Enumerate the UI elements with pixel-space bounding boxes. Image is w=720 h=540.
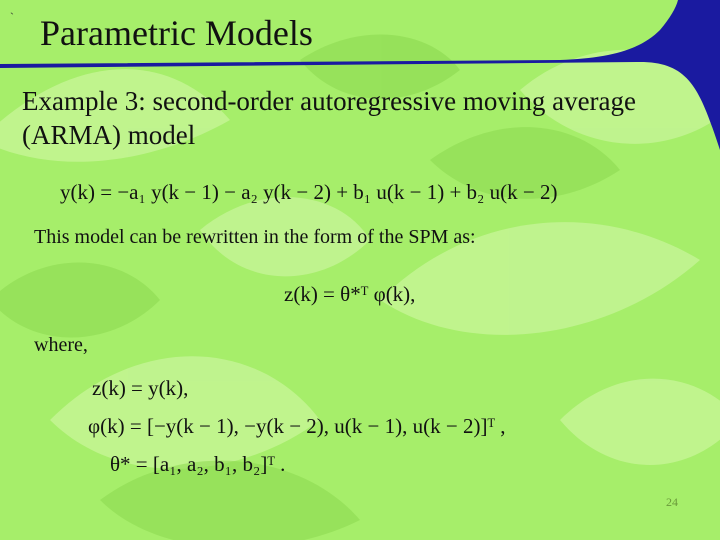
text-where: where, (34, 334, 88, 356)
equation-arma: y(k) = −a₁ y(k − 1) − a₂ y(k − 2) + b₁ u(k − 1) + b₂ u(k − 2) (60, 180, 558, 204)
equation-spm: z(k) = θ*ᵀ φ(k), (284, 282, 416, 306)
slide-title: Parametric Models (40, 13, 313, 53)
corner-mark: ` (10, 10, 14, 24)
slide-subtitle: Example 3: second-order autoregressive moving average (ARMA) model (22, 86, 637, 150)
definition-theta: θ* = [a₁, a₂, b₁, b₂]ᵀ . (110, 452, 286, 476)
definition-phi: φ(k) = [−y(k − 1), −y(k − 2), u(k − 1), u(k − 2)]ᵀ , (88, 414, 506, 438)
text-rewrite: This model can be rewritten in the form of the SPM as: (34, 226, 476, 248)
definition-z: z(k) = y(k), (92, 376, 189, 400)
page-number: 24 (666, 495, 678, 509)
